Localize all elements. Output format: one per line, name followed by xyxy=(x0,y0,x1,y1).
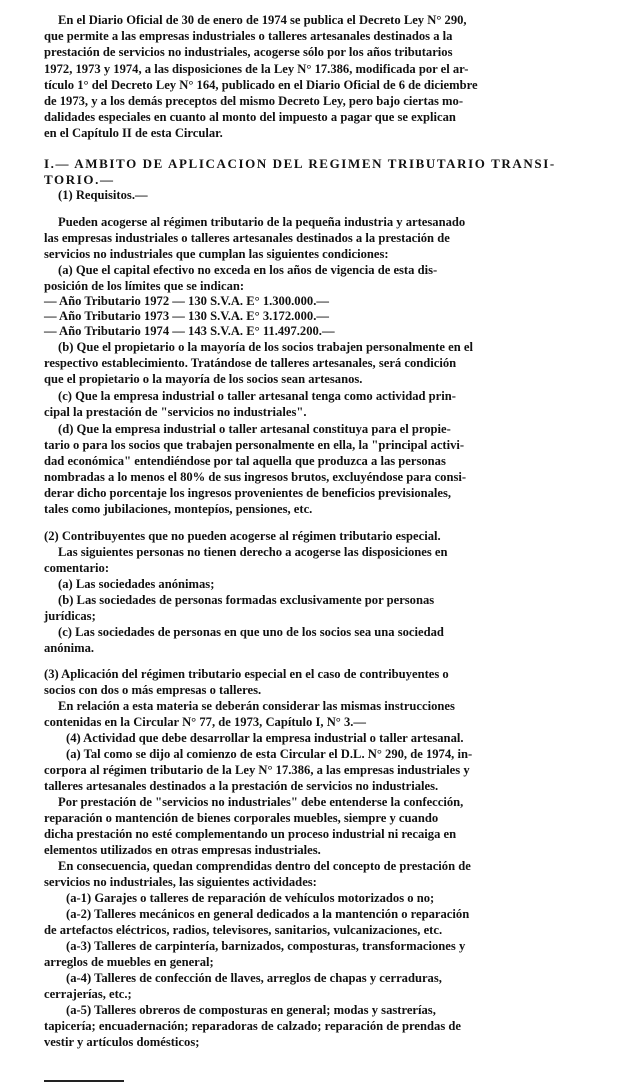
text-line: corpora al régimen tributario de la Ley N° 17.386, a las empresas industriales y xyxy=(44,763,470,777)
text-line: dalidades especiales en cuanto al monto del impuesto a pagar que se explican xyxy=(44,110,456,124)
text-line: tales como jubilaciones, montepíos, pensiones, etc. xyxy=(44,502,313,516)
text-line: reparación o mantención de bienes corporales muebles, siempre y cuando xyxy=(44,811,439,825)
text-line: talleres artesanales destinados a la prestación de servicios no industriales. xyxy=(44,779,439,793)
text-line: (a) Tal como se dijo al comienzo de esta Circular el D.L. N° 290, de 1974, in- xyxy=(66,747,473,761)
text-line: de artefactos eléctricos, radios, televisores, sanitarios, vulcanizaciones, etc. xyxy=(44,923,443,937)
text-line: Por prestación de "servicios no industriales" debe entenderse la confección, xyxy=(58,795,464,809)
text-line: posición de los límites que se indican: xyxy=(44,279,245,293)
subsection-heading: (1) Requisitos.— xyxy=(58,188,148,202)
text-line: (a-5) Talleres obreros de composturas en general; modas y sastrerías, xyxy=(66,1003,436,1017)
footnote-rule xyxy=(44,1080,124,1082)
text-line: arreglos de muebles en general; xyxy=(44,955,214,969)
text-line: (d) Que la empresa industrial o taller artesanal constituya para el propie- xyxy=(58,422,451,436)
text-line: de 1973, y a los demás preceptos del mismo Decreto Ley, pero bajo ciertas mo- xyxy=(44,94,464,108)
text-line: (c) Las sociedades de personas en que uno de los socios sea una sociedad xyxy=(58,625,444,639)
text-line: tario o para los socios que trabajen personalmente en ella, la "principal activi- xyxy=(44,438,465,452)
text-line: (b) Que el propietario o la mayoría de los socios trabajen personalmente en el xyxy=(58,340,473,354)
tax-year-line: — Año Tributario 1974 — 143 S.V.A. E° 11.497.200.— xyxy=(44,324,335,338)
text-line: prestación de servicios no industriales, acogerse sólo por los años tributarios xyxy=(44,45,453,59)
text-line: En el Diario Oficial de 30 de enero de 1974 se publica el Decreto Ley N° 290, xyxy=(58,13,467,27)
text-line: servicios no industriales, las siguientes actividades: xyxy=(44,875,317,889)
text-line: dicha prestación no esté complementando un proceso industrial ni recaiga en xyxy=(44,827,457,841)
text-line: (c) Que la empresa industrial o taller artesanal tenga como actividad prin- xyxy=(58,389,456,403)
section-heading: TORIO.— xyxy=(44,172,115,187)
text-line: elementos utilizados en otras empresas industriales. xyxy=(44,843,321,857)
text-line: vestir y artículos domésticos; xyxy=(44,1035,200,1049)
text-line: dad económica" entendiéndose por tal aquella que produzca a las personas xyxy=(44,454,446,468)
text-line: tículo 1° del Decreto Ley N° 164, publicado en el Diario Oficial de 6 de diciembre xyxy=(44,78,478,92)
text-line: En consecuencia, quedan comprendidas dentro del concepto de prestación de xyxy=(58,859,471,873)
text-line: anónima. xyxy=(44,641,95,655)
text-line: Las siguientes personas no tienen derecho a acogerse las disposiciones en xyxy=(58,545,448,559)
text-line: en el Capítulo II de esta Circular. xyxy=(44,126,223,140)
text-line: (a) Que el capital efectivo no exceda en los años de vigencia de esta dis- xyxy=(58,263,438,277)
text-line: (a-1) Garajes o talleres de reparación de vehículos motorizados o no; xyxy=(66,891,435,905)
text-line: que permite a las empresas industriales o talleres artesanales destinados a la xyxy=(44,29,453,43)
text-line: (a-2) Talleres mecánicos en general dedicados a la mantención o reparación xyxy=(66,907,470,921)
text-line: Pueden acogerse al régimen tributario de la pequeña industria y artesanado xyxy=(58,215,466,229)
text-line: comentario: xyxy=(44,561,110,575)
text-line: tapicería; encuadernación; reparadoras de calzado; reparación de prendas de xyxy=(44,1019,461,1033)
text-line: respectivo establecimiento. Tratándose de talleres artesanales, será condición xyxy=(44,356,457,370)
text-line: cerrajerías, etc.; xyxy=(44,987,132,1001)
text-line: En relación a esta materia se deberán considerar las mismas instrucciones xyxy=(58,699,455,713)
text-line: (b) Las sociedades de personas formadas exclusivamente por personas xyxy=(58,593,435,607)
text-line: (a) Las sociedades anónimas; xyxy=(58,577,215,591)
text-line: las empresas industriales o talleres artesanales destinados a la prestación de xyxy=(44,231,450,245)
text-line: (a-4) Talleres de confección de llaves, arreglos de chapas y cerraduras, xyxy=(66,971,442,985)
subsection-heading: (4) Actividad que debe desarrollar la empresa industrial o taller artesanal. xyxy=(66,731,464,745)
text-line: contenidas en la Circular N° 77, de 1973, Capítulo I, N° 3.— xyxy=(44,715,367,729)
tax-year-line: — Año Tributario 1973 — 130 S.V.A. E° 3.172.000.— xyxy=(44,309,329,323)
text-line: (a-3) Talleres de carpintería, barnizados, composturas, transformaciones y xyxy=(66,939,466,953)
subsection-heading: (3) Aplicación del régimen tributario especial en el caso de contribuyentes o xyxy=(44,667,449,681)
text-line: jurídicas; xyxy=(44,609,96,623)
text-line: 1972, 1973 y 1974, a las disposiciones de la Ley N° 17.386, modificada por el ar- xyxy=(44,62,469,76)
text-line: cipal la prestación de "servicios no industriales". xyxy=(44,405,307,419)
text-line: servicios no industriales que cumplan las siguientes condiciones: xyxy=(44,247,389,261)
section-heading: I.— AMBITO DE APLICACION DEL REGIMEN TRIBUTARIO TRANSI- xyxy=(44,156,556,171)
text-line: derar dicho porcentaje los ingresos provenientes de beneficios previsionales, xyxy=(44,486,452,500)
text-line: nombradas a lo menos el 80% de sus ingresos brutos, excluyéndose para consi- xyxy=(44,470,467,484)
tax-year-line: — Año Tributario 1972 — 130 S.V.A. E° 1.300.000.— xyxy=(44,294,329,308)
subsection-heading: (2) Contribuyentes que no pueden acogerse al régimen tributario especial. xyxy=(44,529,441,543)
text-line: que el propietario o la mayoría de los socios sean artesanos. xyxy=(44,372,363,386)
subsection-heading: socios con dos o más empresas o talleres. xyxy=(44,683,262,697)
